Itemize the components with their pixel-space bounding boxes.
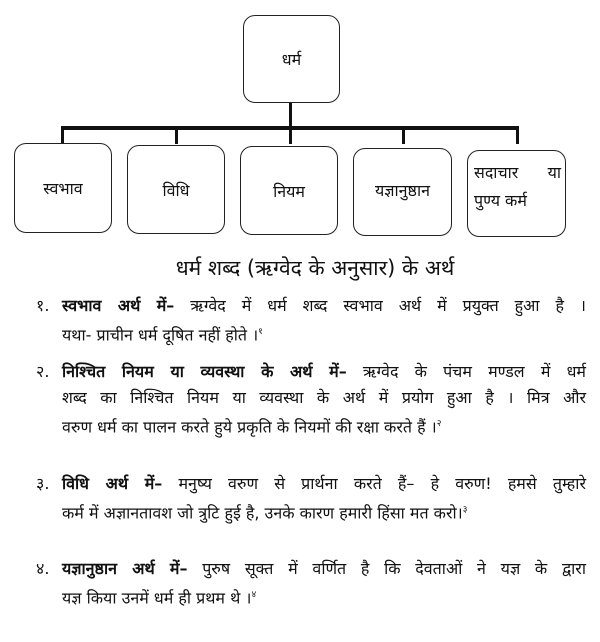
node-label: विधि — [162, 180, 190, 200]
node-label: या — [547, 163, 561, 182]
item-heading: विधि अर्थ में– — [62, 474, 163, 493]
node-sadachar — [467, 150, 566, 237]
item-text: ऋग्वेद के पंचम मण्डल में धर्म — [346, 362, 586, 381]
root-node — [243, 15, 340, 103]
item-number: १. — [36, 296, 50, 315]
item-text: यज्ञ किया उनमें धर्म ही प्रथम थे । — [62, 588, 252, 608]
item-heading: निश्चित नियम या व्यवस्था के अर्थ में– — [62, 362, 347, 381]
connector-1 — [61, 128, 64, 144]
item-text: शब्द का निश्चित नियम या व्यवस्था के अर्थ में प्रयोग हुआ है । मित्र और — [62, 388, 586, 407]
node-label: पुण्य कर्म — [474, 191, 527, 210]
connector-5 — [516, 128, 519, 144]
root-label: धर्म — [281, 50, 302, 69]
node-yajnanushthan — [353, 148, 452, 236]
list-item — [36, 556, 586, 608]
item-text: मनुष्य वरुण से प्रार्थना करते हैं– हे वरुण! हमसे तुम्हारे — [162, 474, 586, 493]
connector-2 — [175, 128, 178, 144]
item-text: पुरुष सूक्त में वर्णित है कि देवताओं ने यज्ञ के द्वारा — [187, 559, 586, 578]
item-number: ४. — [36, 559, 50, 578]
node-svabhav — [14, 143, 112, 233]
item-text: कर्म में अज्ञानतावश जो त्रुटि हुई है, उनके कारण हमारी हिंसा मत करो। — [62, 503, 463, 523]
item-heading: यज्ञानुष्ठान अर्थ में– — [62, 559, 188, 578]
connector-3 — [289, 128, 292, 144]
item-heading: स्वभाव अर्थ में– — [62, 296, 175, 315]
diagram-caption: धर्म शब्द (ऋग्वेद के अनुसार) के अर्थ — [175, 256, 455, 280]
item-number: ३. — [36, 474, 50, 493]
node-label: स्वभाव — [43, 179, 83, 198]
footnote-ref: ४ — [251, 590, 257, 600]
list-item — [36, 293, 586, 345]
item-text: ऋग्वेद में धर्म शब्द स्वभाव अर्थ में प्रयुक्त हुआ है । — [174, 296, 586, 315]
footnote-ref: ३ — [462, 505, 468, 515]
node-label: यज्ञानुष्ठान — [374, 181, 430, 200]
node-label: सदाचार — [474, 163, 519, 182]
footnote-ref: १ — [258, 327, 263, 337]
item-number: २. — [36, 362, 50, 381]
item-text: वरुण धर्म का पालन करते हुये प्रकृति के नियमों की रक्षा करते हैं । — [62, 417, 437, 437]
node-vidhi — [127, 145, 225, 234]
list-item — [36, 359, 586, 437]
list-item — [36, 471, 586, 523]
item-text: यथा- प्राचीन धर्म दूषित नहीं होते । — [62, 325, 259, 345]
node-label: नियम — [273, 181, 305, 201]
node-niyam — [240, 146, 338, 235]
connector-4 — [402, 128, 405, 144]
footnote-ref: २ — [436, 419, 442, 429]
